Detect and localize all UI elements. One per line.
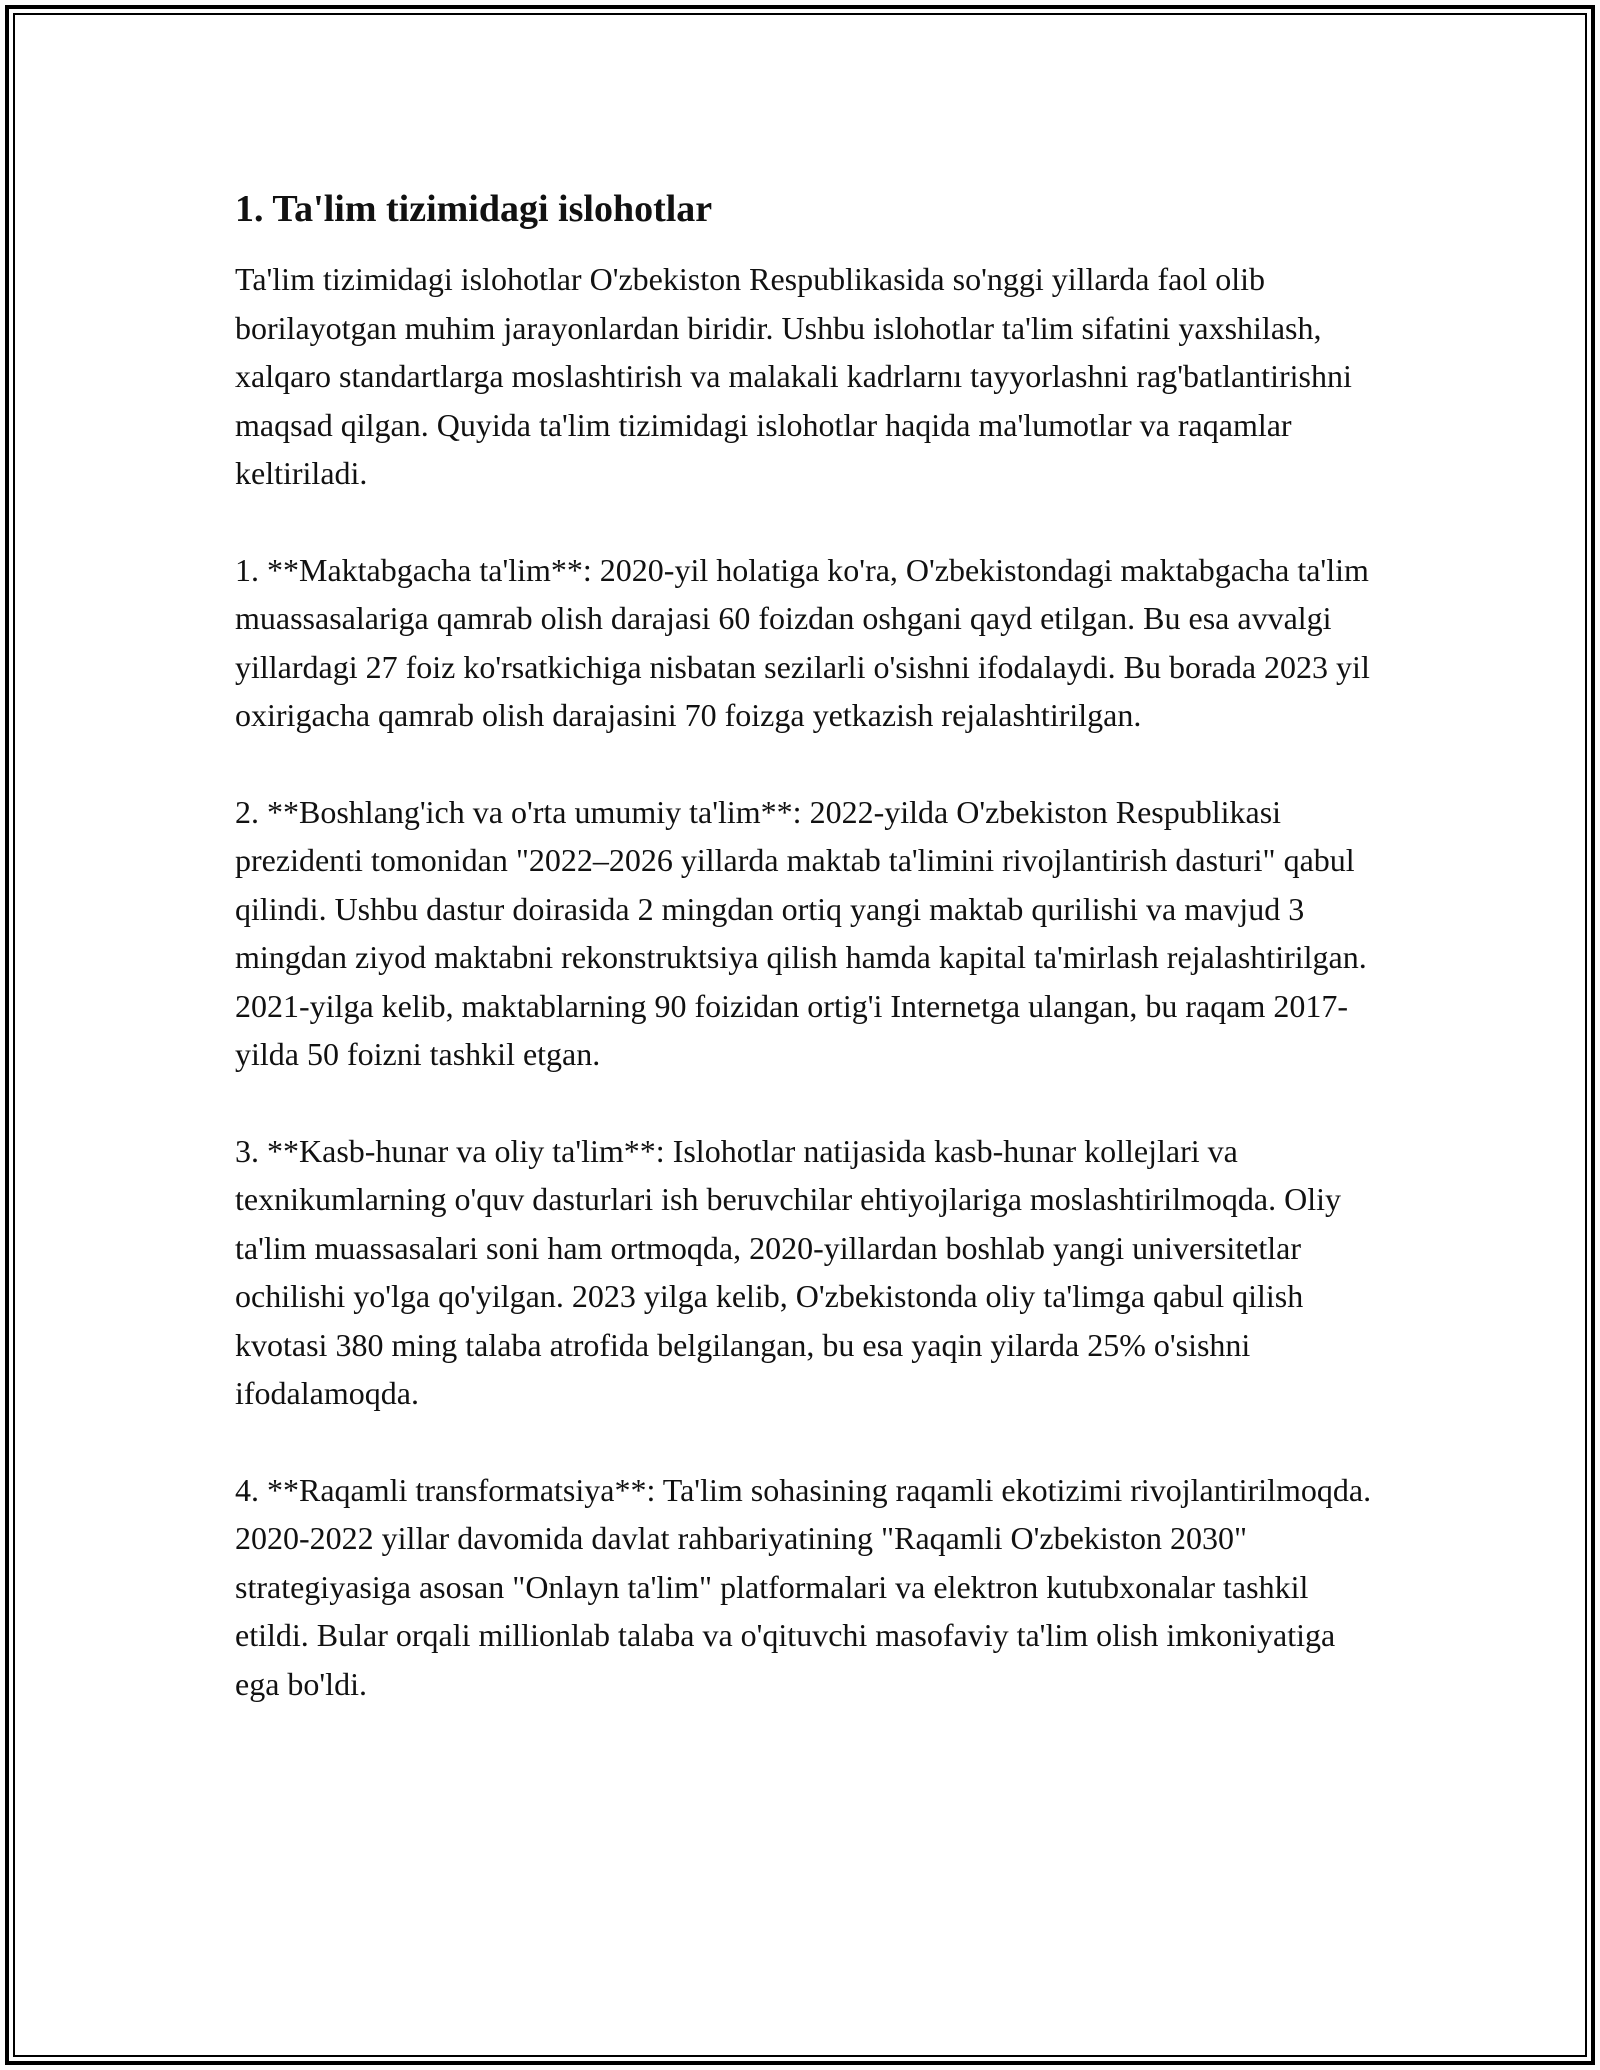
digital-transformation-paragraph: 4. **Raqamli transformatsiya**: Ta'lim sohasining raqamli ekotizimi rivojlantirilmoqda. 2020-2022 yillar davomida davlat rahbariyatining "Raqamli O'zbekiston 2030" strategiyasiga asosan "Onlayn ta'lim" platformalari va elektron kutubxonalar tashkil etildi. Bular orqali millionlab talaba va o'qituvchi masofaviy ta'lim olish imkoniyatiga ega bo'ldi.	[235, 1471, 1372, 1702]
general-education-paragraph: 2. **Boshlang'ich va o'rta umumiy ta'lim**: 2022-yilda O'zbekiston Respublikasi prezidenti tomonidan "2022–2026 yillarda maktab ta'limini rivojlantirish dasturi" qabul qilindi. Ushbu dastur doirasida 2 mingdan ortiq yangi maktab qurilishi va mavjud 3 mingdan ziyod maktabni rekonstruktsiya qilish hamda kapital ta'mirlash rejalashtirilgan. 2021-yilga kelib, maktablarning 90 foizidan ortig'i Internetga ulangan, bu raqam 2017-yilda 50 foizni tashkil etgan.	[235, 793, 1367, 1072]
preschool-paragraph: 1. **Maktabgacha ta'lim**: 2020-yil holatiga ko'ra, O'zbekistondagi maktabgacha ta'lim muassasalariga qamrab olish darajasi 60 foizdan oshgani qayd etilgan. Bu esa avvalgi yillardagi 27 foiz ko'rsatkichiga nisbatan sezilarli o'sishni ifodalaydi. Bu borada 2023 yil oxirigacha qamrab olish darajasini 70 foizga yetkazish rejalashtirilgan.	[235, 551, 1370, 733]
document-body	[235, 185, 1375, 1756]
vocational-higher-education-paragraph: 3. **Kasb-hunar va oliy ta'lim**: Islohotlar natijasida kasb-hunar kollejlari va texnikumlarning o'quv dasturlari ish beruvchilar ehtiyojlariga moslashtirilmoqda. Oliy ta'lim muassasalari soni ham ortmoqda, 2020-yillardan boshlab yangi universitetlar ochilishi yo'lga qo'yilgan. 2023 yilga kelib, O'zbekistonda oliy ta'limga qabul qilish kvotasi 380 ming talaba atrofida belgilangan, bu esa yaqin yilarda 25% o'sishni ifodalamoqda.	[235, 1132, 1341, 1411]
section-title: 1. Ta'lim tizimidagi islohotlar	[235, 188, 713, 230]
intro-paragraph: Ta'lim tizimidagi islohotlar O'zbekiston Respublikasida so'nggi yillarda faol olib borilayotgan muhim jarayonlardan biridir. Ushbu islohotlar ta'lim sifatini yaxshilash, xalqaro standartlarga moslashtirish va malakali kadrlarnı tayyorlashni rag'batlantirishni maqsad qilgan. Quyida ta'lim tizimidagi islohotlar haqida ma'lumotlar va raqamlar keltiriladi.	[235, 261, 1352, 491]
